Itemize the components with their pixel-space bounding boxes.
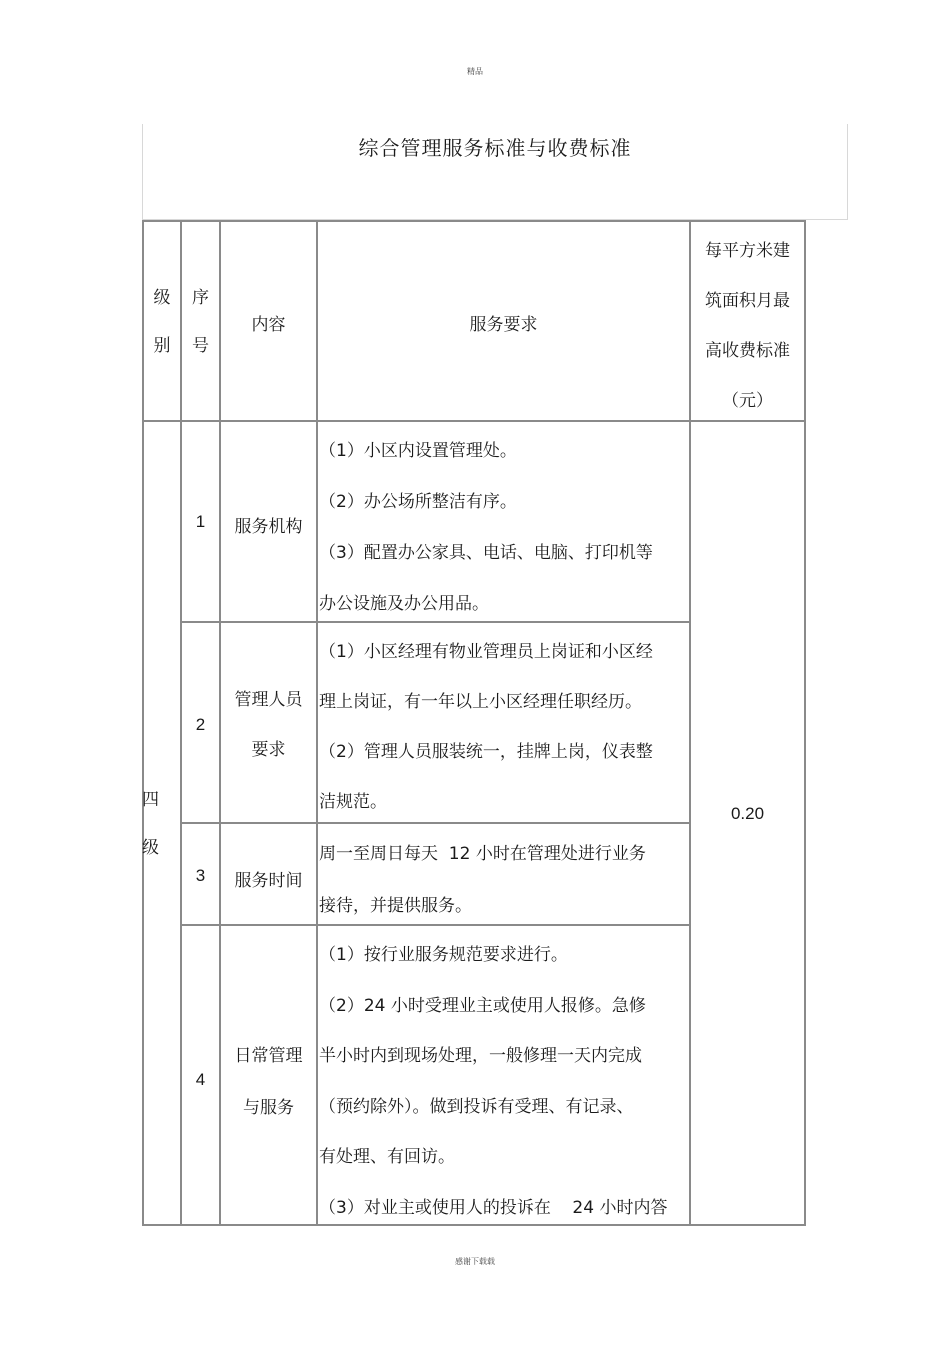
header-requirement-cell <box>316 220 691 422</box>
fee-value: 0.20 <box>730 804 765 823</box>
table-row-2-no-cell <box>180 621 221 824</box>
header-fee-cell <box>689 220 806 422</box>
table-row-2-requirement-cell <box>316 621 691 824</box>
page-title: 综合管理服务标准与收费标准 <box>358 136 632 160</box>
table-row-4-requirement-cell <box>316 924 691 1226</box>
table-row-4-no: 4 <box>195 1070 206 1089</box>
level-cell <box>142 420 182 1226</box>
header-level-cell <box>142 220 182 422</box>
page-footer-note: 感谢下载载 <box>455 1257 495 1266</box>
table-row-4-requirement: （1）按行业服务规范要求进行。 （2）24 小时受理业主或使用人报修。急修 半小时内到现场处理，一般修理一天内完成 （预约除外）。做到投诉有受理、有记录、 有处理、有回访。 （3）对业主或使用人的投诉在 24 小时内答 <box>319 945 668 1218</box>
table-row-3-content-cell <box>219 822 318 926</box>
level-value: 四 级 <box>142 790 159 858</box>
table-row-1-no: 1 <box>195 512 206 531</box>
header-requirement-label: 服务要求 <box>469 315 538 335</box>
table-row-1-requirement: （1）小区内设置管理处。 （2）办公场所整洁有序。 （3）配置办公家具、电话、电脑、打印机等 办公设施及办公用品。 <box>319 441 653 614</box>
table-row-4-content: 日常管理 与服务 <box>234 1046 303 1118</box>
table-row-3-no: 3 <box>195 866 206 885</box>
table-row-2-requirement: （1）小区经理有物业管理员上岗证和小区经 理上岗证，有一年以上小区经理任职经历。 （2）管理人员服装统一，挂牌上岗，仪表整 洁规范。 <box>319 642 653 812</box>
fee-cell <box>689 420 806 1226</box>
table-row-1-content: 服务机构 <box>234 517 303 537</box>
title-box <box>142 124 848 220</box>
table-row-3-no-cell <box>180 822 221 926</box>
header-serial-label: 序 号 <box>192 288 209 356</box>
table-row-3-content: 服务时间 <box>234 871 303 891</box>
header-content-label: 内容 <box>251 315 286 335</box>
table-row-3-requirement: 周一至周日每天 12 小时在管理处进行业务 接待，并提供服务。 <box>319 844 646 916</box>
header-content-cell <box>219 220 318 422</box>
table-row-4-no-cell <box>180 924 221 1226</box>
table-row-1-content-cell <box>219 420 318 623</box>
page-header-note: 精品 <box>467 67 483 76</box>
table-row-2-no: 2 <box>195 715 206 734</box>
header-level-label: 级 别 <box>153 288 171 356</box>
table-row-3-requirement-cell <box>316 822 691 926</box>
table-row-4-content-cell <box>219 924 318 1226</box>
table-row-2-content-cell <box>219 621 318 824</box>
header-fee-label: 每平方米建 筑面积月最 高收费标准 （元） <box>705 241 790 411</box>
table-row-1-requirement-cell <box>316 420 691 623</box>
table-row-1-no-cell <box>180 420 221 623</box>
table-row-2-content: 管理人员 要求 <box>234 690 303 760</box>
header-serial-cell <box>180 220 221 422</box>
